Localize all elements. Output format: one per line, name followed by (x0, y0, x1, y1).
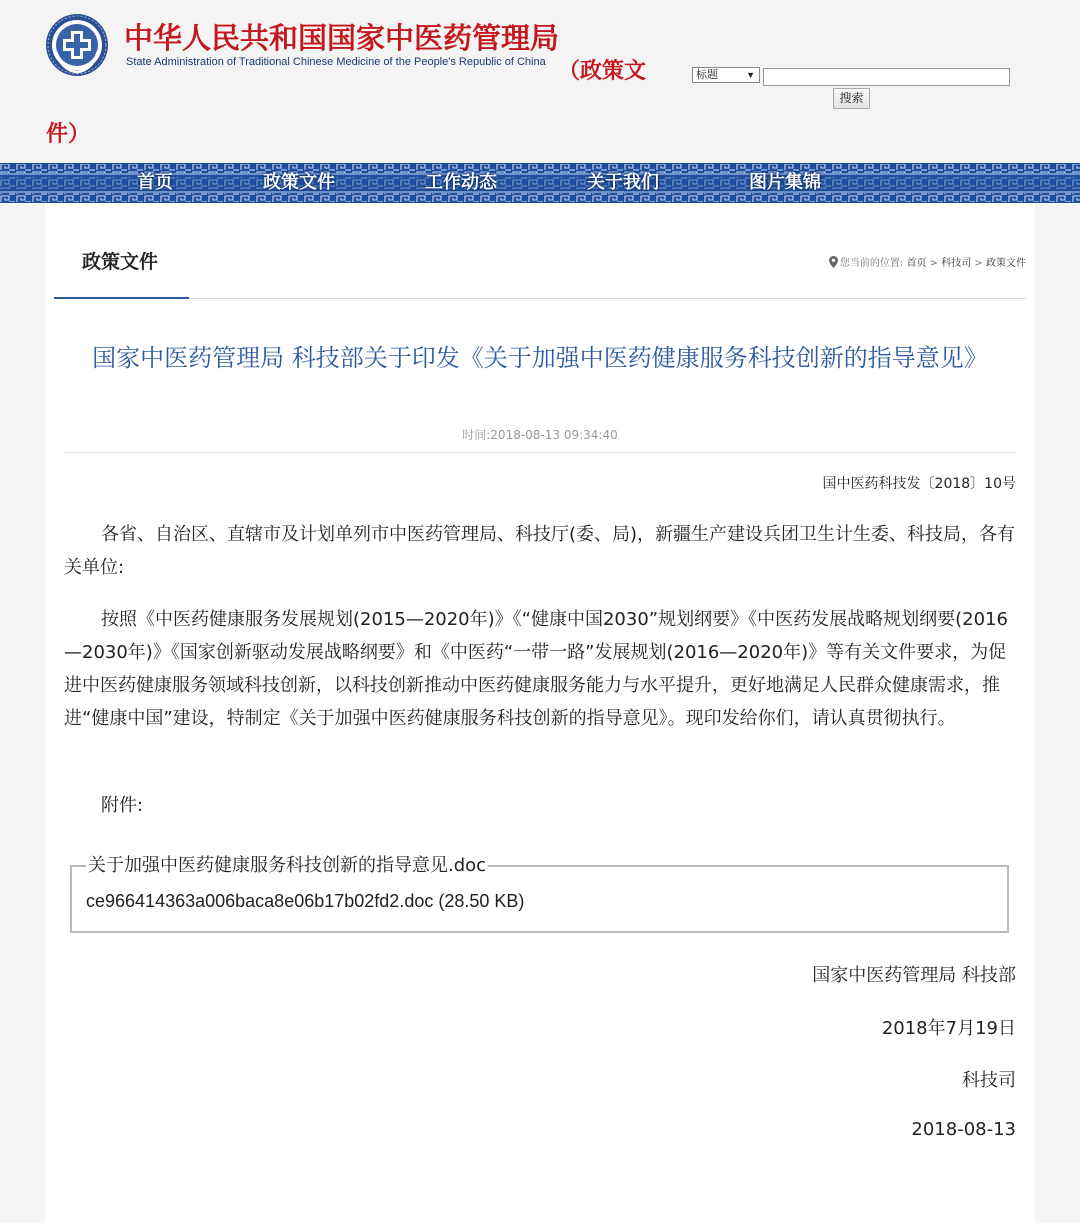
main-nav (0, 163, 1080, 203)
site-header (0, 0, 1080, 163)
breadcrumb-prefix: 您当前的位置: (839, 258, 904, 269)
attachment-label: 附件: (101, 795, 144, 816)
location-pin-icon (829, 256, 838, 268)
time-label: 时间: (462, 428, 491, 442)
signature-org: 国家中医药管理局 科技部 (812, 965, 1016, 986)
search-input[interactable] (763, 68, 1010, 86)
breadcrumb (829, 254, 1026, 269)
site-title[interactable]: 中华人民共和国国家中医药管理局 (124, 21, 560, 55)
title-divider (63, 452, 1017, 453)
search-field-selected: 标题 (696, 69, 718, 81)
breadcrumb-science-dept[interactable]: 科技司 (941, 258, 972, 269)
nav-work-news[interactable]: 工作动态 (425, 172, 497, 193)
publish-date: 2018-08-13 (911, 1119, 1016, 1140)
nav-home[interactable]: 首页 (137, 172, 173, 193)
section-tag: （政策文 (558, 59, 647, 84)
signature-dept: 科技司 (962, 1070, 1016, 1091)
nav-about-us[interactable]: 关于我们 (587, 172, 659, 193)
active-tab-indicator (54, 297, 189, 299)
breadcrumb-policy-documents[interactable]: 政策文件 (986, 258, 1026, 269)
search-button[interactable]: 搜索 (833, 88, 870, 109)
nav-photo-gallery[interactable]: 图片集锦 (749, 172, 821, 193)
article-timestamp (45, 426, 1035, 443)
breadcrumb-separator: > (929, 258, 939, 269)
attachment-title: 关于加强中医药健康服务科技创新的指导意见.doc (86, 851, 488, 877)
attachment-file-link[interactable]: ce966414363a006baca8e06b17b02fd2.doc (28.50 KB) (86, 891, 525, 911)
tab-divider (54, 298, 1026, 299)
state-emblem-logo-icon[interactable] (44, 12, 110, 78)
addressee-paragraph: 各省、自治区、直辖市及计划单列市中医药管理局、科技厅(委、局)，新疆生产建设兵团卫生计生委、科技局，各有关单位: (64, 524, 1016, 578)
dropdown-arrow-icon: ▼ (746, 70, 755, 80)
content-card (45, 203, 1035, 1223)
tab-policy-documents[interactable]: 政策文件 (82, 251, 159, 273)
time-value: 2018-08-13 09:34:40 (490, 428, 618, 442)
site-subtitle: State Administration of Traditional Chinese Medicine of the People's Republic of China (126, 56, 546, 68)
document-number: 国中医药科技发〔2018〕10号 (822, 476, 1016, 492)
article-title: 国家中医药管理局 科技部关于印发《关于加强中医药健康服务科技创新的指导意见》 (92, 344, 988, 372)
search-field-select[interactable] (692, 67, 760, 83)
section-tag-continued: 件） (46, 122, 91, 147)
breadcrumb-separator: > (974, 258, 983, 269)
nav-policy-documents[interactable]: 政策文件 (263, 172, 335, 193)
body-paragraph: 按照《中医药健康服务发展规划(2015—2020年)》《“健康中国2030”规划纲要》《中医药发展战略规划纲要(2016—2030年)》《国家创新驱动发展战略纲要》和《中医药“一带一路”发展规划(2016—2020年)》等有关文件要求，为促进中医药健康服务领域科技创新，以科技创新推动中医药健康服务能力与水平提升，更好地满足人民群众健康需求，推进“健康中国”建设，特制定《关于加强中医药健康服务科技创新的指导意见》。现印发给你们，请认真贯彻执行。 (64, 609, 1008, 729)
signature-date: 2018年7月19日 (881, 1018, 1016, 1039)
breadcrumb-home[interactable]: 首页 (906, 258, 927, 269)
